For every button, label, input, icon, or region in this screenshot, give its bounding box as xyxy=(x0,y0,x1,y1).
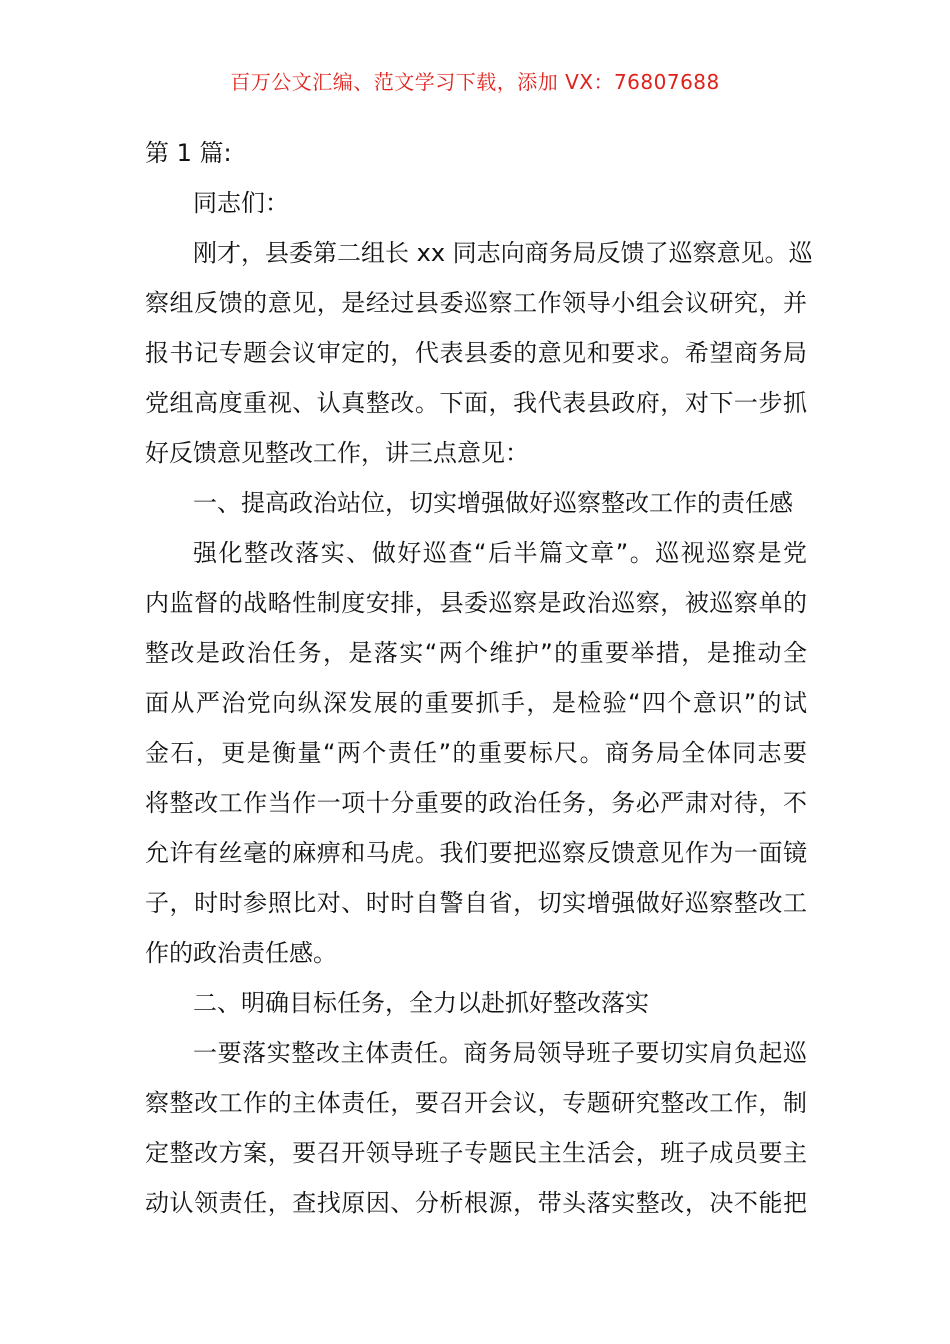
salutation: 同志们： xyxy=(193,189,289,217)
text-line: 一要落实整改主体责任。商务局领导班子要切实肩负起巡 xyxy=(193,1039,807,1067)
text-line: 一、提高政治站位，切实增强做好巡察整改工作的责任感 xyxy=(193,489,793,517)
text-line: 刚才，县委第二组长 xx 同志向商务局反馈了巡察意见。巡 xyxy=(193,239,813,267)
text-line: 将整改工作当作一项十分重要的政治任务，务必严肃对待，不 xyxy=(145,789,807,817)
text-line: 内监督的战略性制度安排，县委巡察是政治巡察，被巡察单的 xyxy=(145,589,807,617)
text-line: 察整改工作的主体责任，要召开会议，专题研究整改工作，制 xyxy=(145,1089,807,1117)
text-line: 好反馈意见整改工作，讲三点意见： xyxy=(145,439,529,467)
text-line: 强化整改落实、做好巡查“后半篇文章”。巡视巡察是党 xyxy=(193,539,807,567)
text-line: 察组反馈的意见，是经过县委巡察工作领导小组会议研究，并 xyxy=(145,289,807,317)
text-line: 二、明确目标任务，全力以赴抓好整改落实 xyxy=(193,989,649,1017)
text-line: 面从严治党向纵深发展的重要抓手，是检验“四个意识”的试 xyxy=(145,689,807,717)
text-line: 作的政治责任感。 xyxy=(145,939,337,967)
text-line: 定整改方案，要召开领导班子专题民主生活会，班子成员要主 xyxy=(145,1139,807,1167)
paragraph-lines xyxy=(145,228,813,1228)
text-line: 动认领责任，查找原因、分析根源，带头落实整改，决不能把 xyxy=(145,1189,807,1217)
section-title: 第 1 篇: xyxy=(145,139,232,167)
text-line: 允许有丝毫的麻痹和马虎。我们要把巡察反馈意见作为一面镜 xyxy=(145,839,807,867)
document-body xyxy=(145,128,813,1228)
text-line: 子，时时参照比对、时时自警自省，切实增强做好巡察整改工 xyxy=(145,889,807,917)
text-line: 金石，更是衡量“两个责任”的重要标尺。商务局全体同志要 xyxy=(145,739,807,767)
header-notice: 百万公文汇编、范文学习下载，添加 VX：76807688 xyxy=(230,70,720,94)
text-line: 党组高度重视、认真整改。下面，我代表县政府，对下一步抓 xyxy=(145,389,807,417)
text-line: 报书记专题会议审定的，代表县委的意见和要求。希望商务局 xyxy=(145,339,807,367)
text-line: 整改是政治任务，是落实“两个维护”的重要举措，是推动全 xyxy=(145,639,807,667)
